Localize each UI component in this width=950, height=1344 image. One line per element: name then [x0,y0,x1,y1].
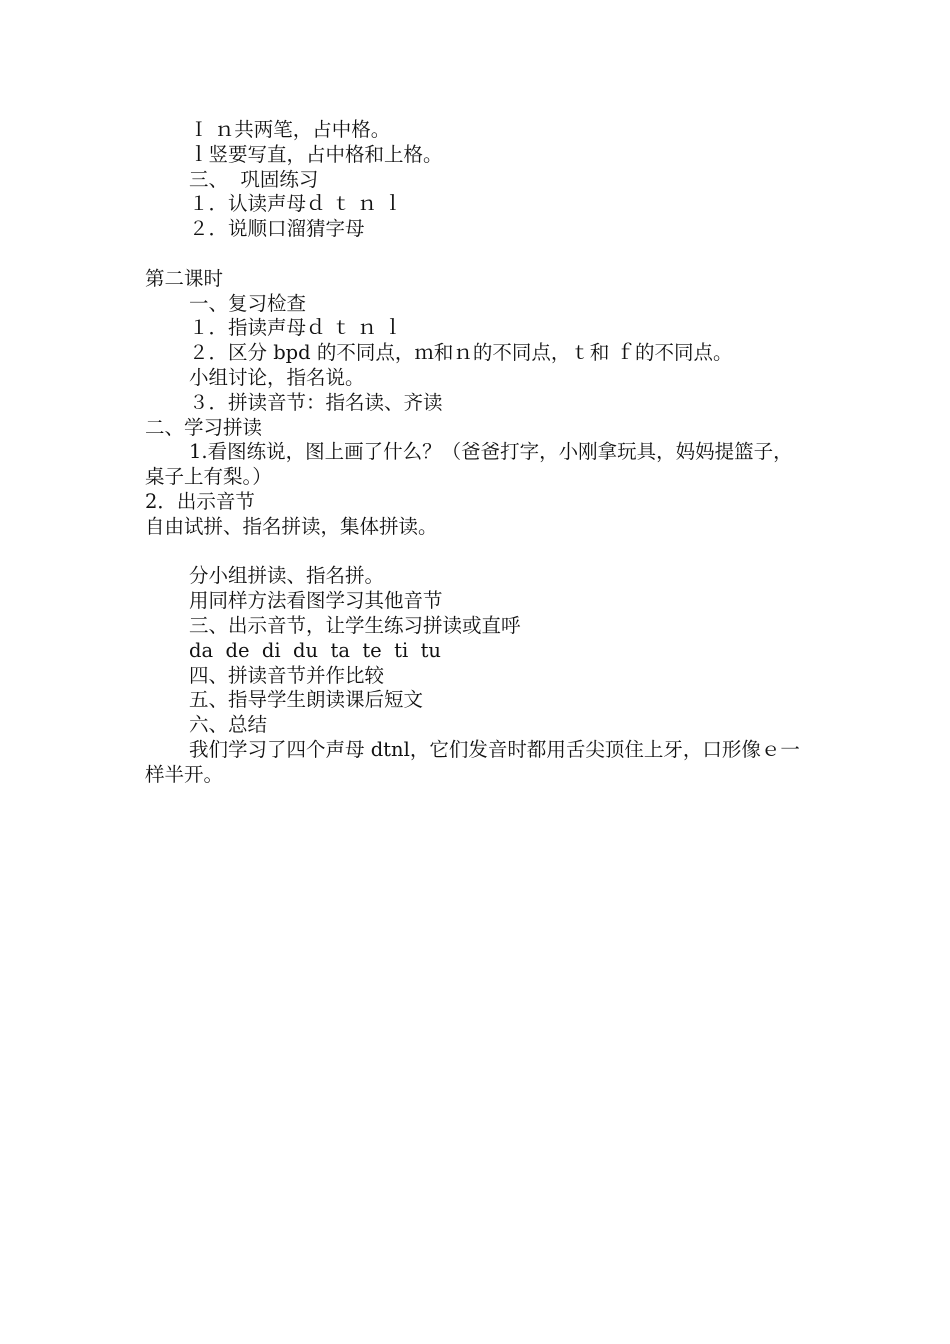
blank-line [145,540,810,565]
text-line: ２．区分 bpd 的不同点，ｍ和ｎ的不同点，ｔ和 ｆ的不同点。 [189,341,733,365]
text-line: 分小组拼读、指名拼。 [189,564,385,588]
text-line: ３．拼读音节：指名读、齐读 [189,390,443,414]
text-line: Ｉ ｎ共两笔，占中格。 [189,118,391,141]
section-heading: 四、拼读音节并作比较 [189,663,385,687]
section-heading: 三、 巩固练习 [189,167,319,191]
text-line: 2．出示音节 [145,489,255,513]
text-line: １．认读声母ｄ ｔ ｎ ｌ [189,192,403,216]
section-heading: 一、复习检查 [189,291,307,315]
text-line: 自由试拼、指名拼读，集体拼读。 [145,514,438,538]
text-line: ｌ竖要写直，占中格和上格。 [189,142,443,166]
syllable-list: da de di du ta te ti tu [189,638,441,662]
lesson-title: 第二课时 [145,266,224,290]
section-heading: 五、指导学生朗读课后短文 [189,688,424,712]
text-line: １．指读声母ｄ ｔ ｎ ｌ [189,316,403,340]
text-line: 小组讨论，指名说。 [189,365,365,389]
blank-line [145,242,810,267]
text-paragraph: 我们学习了四个声母 dtnl，它们发音时都用舌尖顶住上牙，口形像ｅ一样半开。 [145,737,800,786]
section-heading: 六、总结 [189,713,268,737]
section-heading: 二、学习拼读 [145,415,263,439]
lesson-text-body [145,118,810,788]
text-line: ２．说顺口溜猜字母 [189,217,365,241]
text-paragraph: 1.看图练说，图上画了什么？（爸爸打字，小刚拿玩具，妈妈提篮子，桌子上有梨。） [145,440,793,489]
text-line: 用同样方法看图学习其他音节 [189,589,443,613]
section-heading: 三、出示音节，让学生练习拼读或直呼 [189,613,521,637]
